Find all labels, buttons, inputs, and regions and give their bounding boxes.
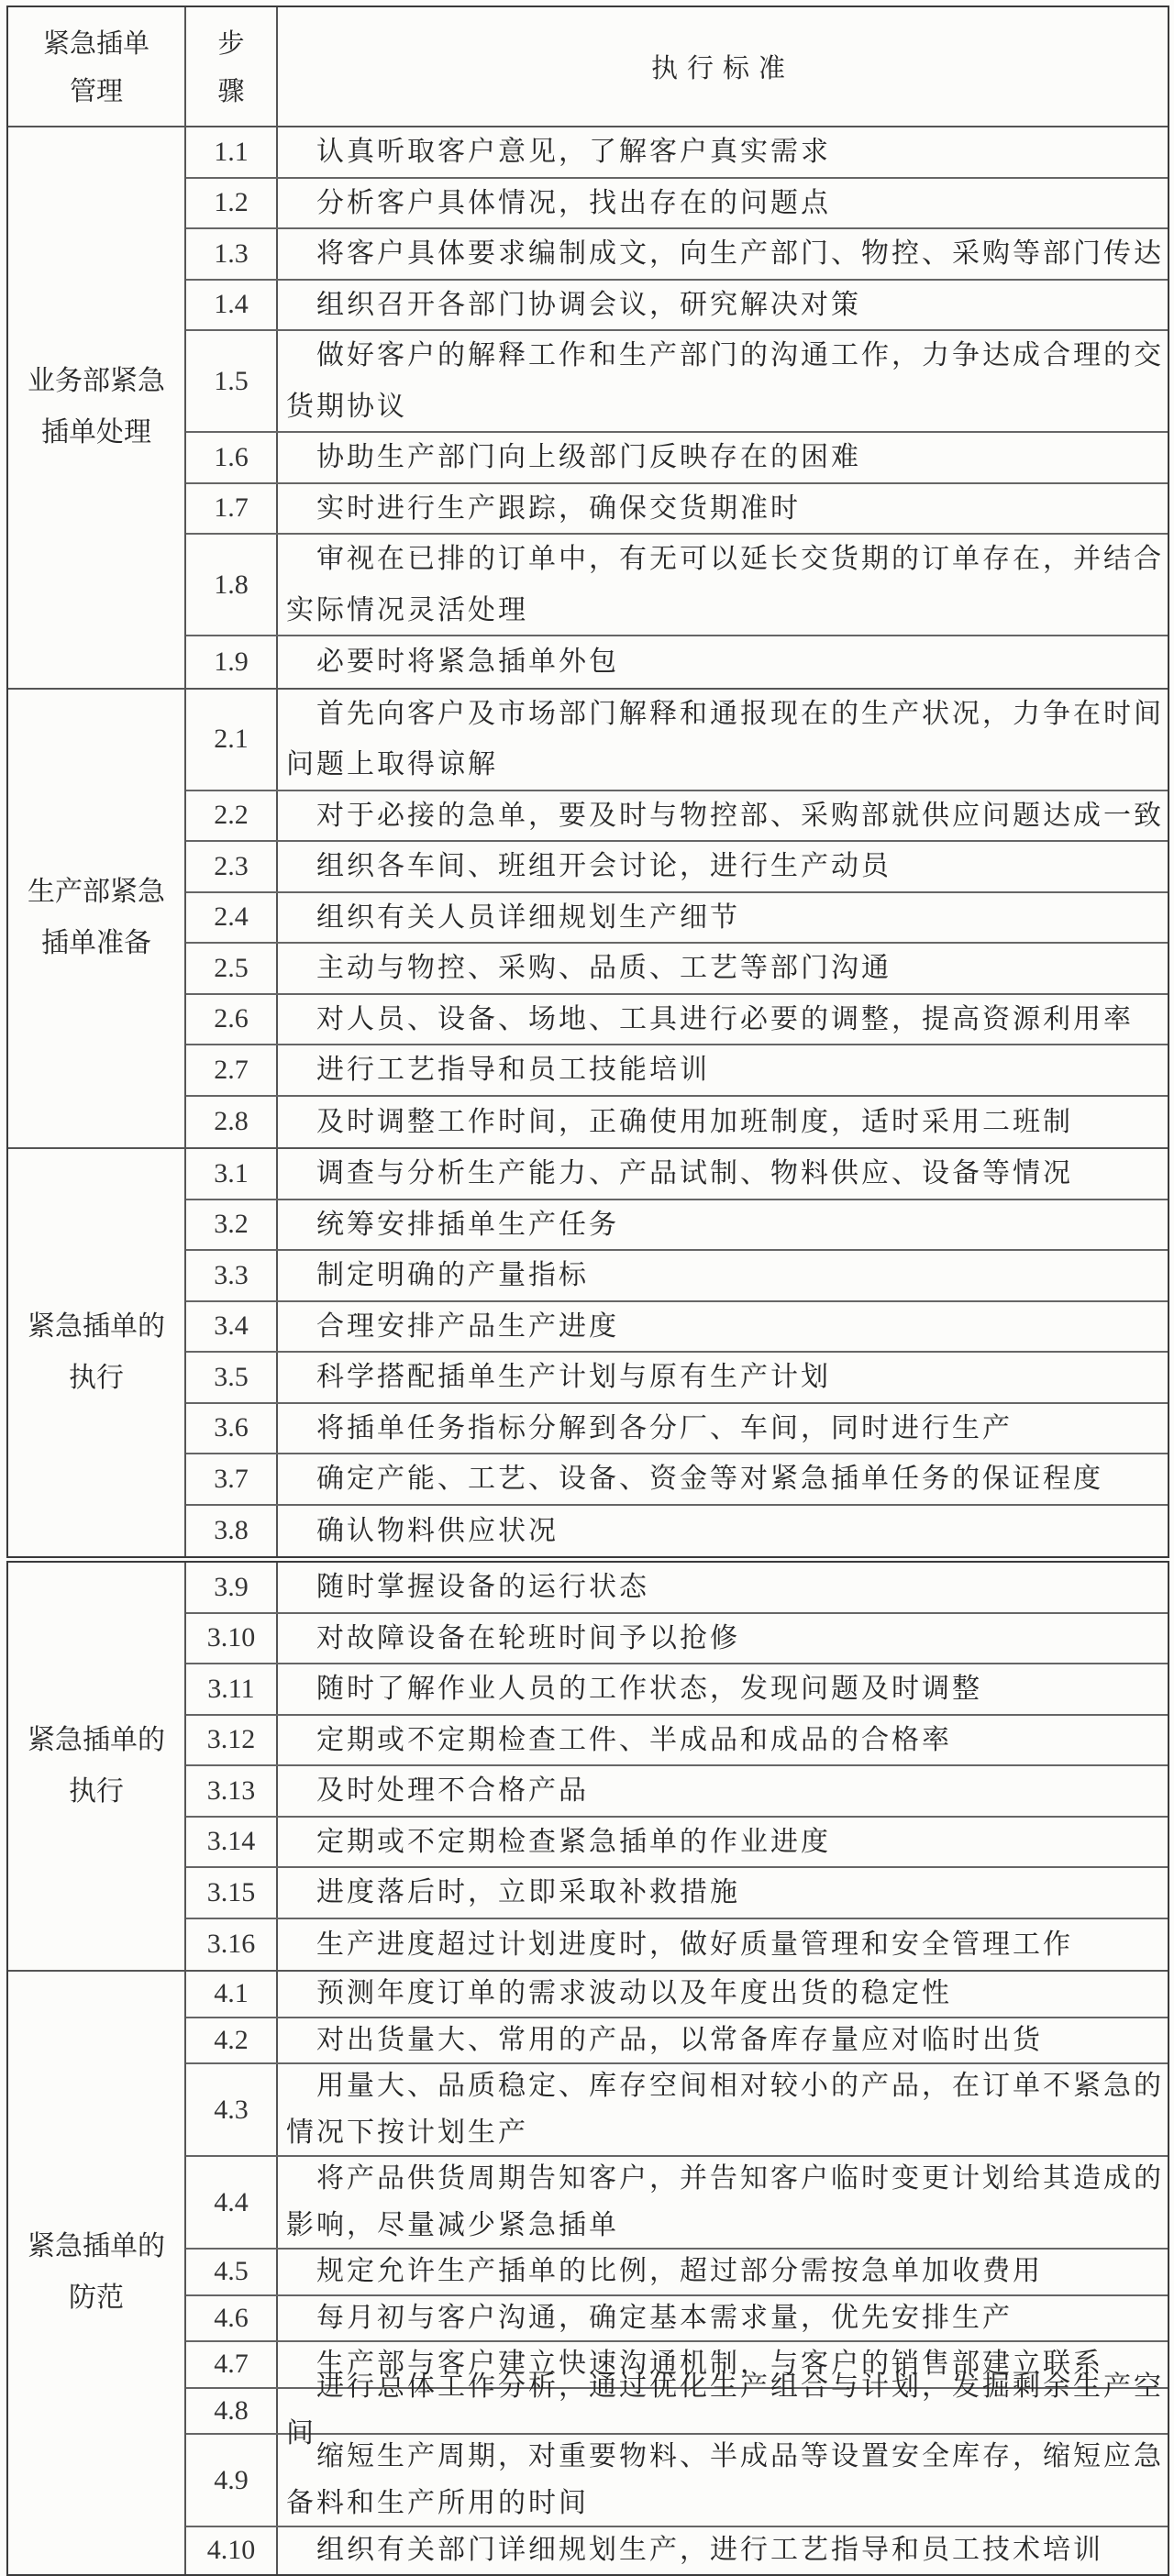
standard-text: 主动与物控、采购、品质、工艺等部门沟通 [316, 952, 892, 984]
group-label [8, 1149, 186, 1556]
table-row [186, 1454, 1168, 1506]
standard-cell [278, 2018, 1168, 2063]
group-rows [186, 690, 1168, 1148]
standard-text: 实时进行生产跟踪，确保交货期准时 [316, 492, 801, 525]
table-row [186, 1302, 1168, 1354]
standard-cell [278, 331, 1168, 431]
standard-text: 进行工艺指导和员工技能培训 [316, 1054, 710, 1086]
group-label-line: 防范 [69, 2282, 124, 2315]
standard-text: 首先向客户及市场部门解释和通报现在的生产状况，力争在时间问题上取得谅解 [286, 697, 1164, 780]
standard-cell [278, 1506, 1168, 1557]
table-row [186, 535, 1168, 636]
group-rows [186, 1563, 1168, 1970]
step-number: 2.7 [186, 1045, 278, 1095]
table-row [186, 1353, 1168, 1404]
standard-text: 组织各车间、班组开会讨论，进行生产动员 [316, 850, 892, 882]
standard-text: 科学搭配插单生产计划与原有生产计划 [316, 1361, 831, 1393]
table-row [186, 2157, 1168, 2250]
table-row [186, 1818, 1168, 1869]
table-row [186, 433, 1168, 484]
standard-text: 制定明确的产量指标 [316, 1259, 589, 1291]
table-row [186, 1251, 1168, 1302]
table-row [186, 690, 1168, 791]
standard-cell [278, 2296, 1168, 2341]
table-row [186, 1200, 1168, 1252]
step-number: 2.3 [186, 842, 278, 891]
group-label [8, 1972, 186, 2574]
table-row [186, 2527, 1168, 2574]
step-number: 3.9 [186, 1563, 278, 1612]
group [8, 127, 1168, 690]
standards-table-part-1 [6, 6, 1169, 1558]
table-row [186, 995, 1168, 1046]
step-number: 2.5 [186, 944, 278, 993]
standard-cell [278, 2064, 1168, 2155]
table-row [186, 893, 1168, 945]
step-number: 4.10 [186, 2527, 278, 2574]
standard-cell [278, 1454, 1168, 1504]
table-row [186, 484, 1168, 536]
standard-cell [278, 893, 1168, 943]
step-number: 3.14 [186, 1818, 278, 1867]
standard-text: 生产部与客户建立快速沟通机制，与客户的销售部建立联系 [316, 2348, 1103, 2380]
table-header [8, 7, 1168, 127]
step-number: 3.16 [186, 1919, 278, 1971]
group [8, 1972, 1168, 2574]
step-number: 1.3 [186, 229, 278, 279]
table-row [186, 944, 1168, 995]
table-row [186, 2064, 1168, 2157]
standard-cell [278, 1149, 1168, 1199]
step-number: 2.4 [186, 893, 278, 943]
standard-text: 将客户具体要求编制成文，向生产部门、物控、采购等部门传达 [316, 238, 1164, 270]
header-management [8, 7, 186, 126]
table-row [186, 1766, 1168, 1818]
standard-text: 预测年度订单的需求波动以及年度出货的稳定性 [316, 1977, 952, 2009]
group-rows [186, 1972, 1168, 2574]
step-number: 4.5 [186, 2250, 278, 2294]
step-number: 1.1 [186, 127, 278, 177]
table-row [186, 1972, 1168, 2018]
standard-cell [278, 1563, 1168, 1612]
standard-cell [278, 791, 1168, 841]
standard-cell [278, 433, 1168, 482]
step-number: 1.4 [186, 281, 278, 330]
standard-text: 统筹安排插单生产任务 [316, 1208, 619, 1241]
standard-text: 及时处理不合格产品 [316, 1774, 589, 1807]
standard-text: 认真听取客户意见，了解客户真实需求 [316, 136, 831, 168]
group-label-line: 插单准备 [41, 927, 151, 960]
group-label-line: 紧急插单的 [28, 2230, 165, 2263]
table-row [186, 1097, 1168, 1148]
group [8, 690, 1168, 1150]
step-number: 4.9 [186, 2435, 278, 2526]
standard-text: 随时了解作业人员的工作状态，发现问题及时调整 [316, 1673, 982, 1705]
standard-cell [278, 944, 1168, 993]
standard-cell [278, 1097, 1168, 1148]
standard-cell [278, 484, 1168, 534]
standard-cell [278, 1045, 1168, 1095]
group-label-line: 紧急插单的 [28, 1310, 165, 1343]
standard-cell [278, 535, 1168, 635]
step-number: 3.15 [186, 1868, 278, 1918]
standard-text: 定期或不定期检查紧急插单的作业进度 [316, 1825, 831, 1858]
standard-text: 对人员、设备、场地、工具进行必要的调整，提高资源利用率 [316, 1002, 1134, 1035]
standard-cell [278, 1766, 1168, 1816]
standard-text: 定期或不定期检查工件、半成品和成品的合格率 [316, 1723, 952, 1756]
standard-cell [278, 1919, 1168, 1971]
standard-text: 对出货量大、常用的产品，以常备库存量应对临时出货 [316, 2023, 1043, 2056]
step-number: 3.4 [186, 1302, 278, 1352]
group-label [8, 127, 186, 688]
table-row [186, 636, 1168, 688]
table-row [186, 1149, 1168, 1200]
standards-table-part-2 [6, 1561, 1169, 2576]
step-number: 1.5 [186, 331, 278, 431]
standard-text: 缩短生产周期，对重要物料、半成品等设置安全库存，缩短应急备料和生产所用的时间 [286, 2440, 1164, 2519]
table-row [186, 1045, 1168, 1097]
group-label-line: 插单处理 [41, 416, 151, 449]
standard-cell [278, 2527, 1168, 2574]
header-step-line1: 步 [217, 27, 245, 59]
standard-text: 审视在已排的订单中，有无可以延长交货期的订单存在，并结合实际情况灵活处理 [286, 543, 1164, 626]
step-number: 3.3 [186, 1251, 278, 1300]
standard-cell [278, 1664, 1168, 1714]
standard-cell [278, 229, 1168, 279]
standard-cell [278, 1404, 1168, 1454]
standard-cell [278, 2250, 1168, 2294]
step-number: 2.6 [186, 995, 278, 1045]
step-number: 3.2 [186, 1200, 278, 1250]
standard-text: 进度落后时，立即采取补救措施 [316, 1876, 740, 1908]
standard-text: 对于必接的急单，要及时与物控部、采购部就供应问题达成一致 [316, 799, 1164, 832]
standard-cell [278, 842, 1168, 891]
table-row [186, 1664, 1168, 1716]
group-label-line: 执行 [69, 1362, 124, 1394]
table-row [186, 331, 1168, 433]
standard-text: 组织召开各部门协调会议，研究解决对策 [316, 288, 861, 321]
standard-text: 组织有关人员详细规划生产细节 [316, 901, 740, 934]
table-row [186, 1919, 1168, 1971]
table-row [186, 791, 1168, 843]
group-label-line: 生产部紧急 [28, 876, 165, 909]
step-number: 4.7 [186, 2342, 278, 2387]
standard-cell [278, 636, 1168, 688]
step-number: 3.8 [186, 1506, 278, 1557]
standard-cell [278, 1868, 1168, 1918]
group-label-line: 执行 [69, 1775, 124, 1808]
standard-cell [278, 995, 1168, 1045]
step-number: 2.2 [186, 791, 278, 841]
step-number: 1.2 [186, 179, 278, 228]
table-row [186, 229, 1168, 281]
step-number: 3.6 [186, 1404, 278, 1454]
step-number: 3.13 [186, 1766, 278, 1816]
standard-text: 生产进度超过计划进度时，做好质量管理和安全管理工作 [316, 1928, 1073, 1961]
step-number: 4.4 [186, 2157, 278, 2248]
step-number: 3.5 [186, 1353, 278, 1402]
group-label-line: 业务部紧急 [28, 365, 165, 398]
step-number: 1.7 [186, 484, 278, 534]
step-number: 3.12 [186, 1716, 278, 1765]
header-standard: 执行标准 [650, 52, 794, 83]
step-number: 3.11 [186, 1664, 278, 1714]
standard-cell [278, 1302, 1168, 1352]
standard-text: 及时调整工作时间，正确使用加班制度，适时采用二班制 [316, 1105, 1073, 1138]
standard-text: 随时掌握设备的运行状态 [316, 1571, 649, 1603]
group-rows [186, 1149, 1168, 1556]
table-row [186, 179, 1168, 230]
table-row [186, 281, 1168, 332]
step-number: 4.8 [186, 2389, 278, 2434]
group [8, 1563, 1168, 1972]
step-number: 1.6 [186, 433, 278, 482]
table-row [186, 2435, 1168, 2527]
table-row [186, 2018, 1168, 2065]
table-body [8, 127, 1168, 1556]
standard-cell [278, 2157, 1168, 2248]
standard-text: 每月初与客户沟通，确定基本需求量，优先安排生产 [316, 2301, 1013, 2334]
standard-cell [278, 179, 1168, 228]
step-number: 2.8 [186, 1097, 278, 1148]
standard-cell [278, 281, 1168, 330]
standard-text: 确定产能、工艺、设备、资金等对紧急插单任务的保证程度 [316, 1463, 1103, 1495]
step-number: 3.7 [186, 1454, 278, 1504]
step-number: 2.1 [186, 690, 278, 790]
standard-text: 必要时将紧急插单外包 [316, 646, 619, 678]
table-row [186, 1868, 1168, 1919]
table-row [186, 1506, 1168, 1557]
standard-cell [278, 127, 1168, 177]
header-step [186, 7, 278, 126]
table-row [186, 2296, 1168, 2343]
step-number: 3.10 [186, 1614, 278, 1664]
table-row [186, 2250, 1168, 2296]
standard-text: 对故障设备在轮班时间予以抢修 [316, 1621, 740, 1654]
step-number: 4.6 [186, 2296, 278, 2341]
table-row [186, 1563, 1168, 1614]
standard-text: 组织有关部门详细规划生产，进行工艺指导和员工技术培训 [316, 2534, 1103, 2566]
table-row [186, 127, 1168, 179]
step-number: 4.3 [186, 2064, 278, 2155]
standard-text: 进行总体工作分析，通过优化生产组合与计划，发掘剩余生产空间 [286, 2371, 1164, 2449]
standard-text: 确认物料供应状况 [316, 1514, 559, 1547]
standard-text: 做好客户的解释工作和生产部门的沟通工作，力争达成合理的交货期协议 [286, 339, 1164, 423]
header-management-line1: 紧急插单 [42, 27, 150, 59]
table-row [186, 1614, 1168, 1665]
standard-text: 用量大、品质稳定、库存空间相对较小的产品，在订单不紧急的情况下按计划生产 [286, 2070, 1164, 2149]
standard-text: 将产品供货周期告知客户，并告知客户临时变更计划给其造成的影响，尽量减少紧急插单 [286, 2162, 1164, 2241]
table-row [186, 1404, 1168, 1455]
standard-cell [278, 2435, 1168, 2526]
standard-text: 合理安排产品生产进度 [316, 1310, 619, 1343]
table-row [186, 1716, 1168, 1767]
standard-cell [278, 690, 1168, 790]
header-step-line2: 骤 [217, 74, 245, 106]
group-label-line: 紧急插单的 [28, 1724, 165, 1756]
standard-cell [278, 1614, 1168, 1664]
standard-cell [278, 1972, 1168, 2017]
standard-cell [278, 1353, 1168, 1402]
header-management-line2: 管理 [69, 74, 123, 106]
table-row [186, 842, 1168, 893]
step-number: 4.2 [186, 2018, 278, 2063]
step-number: 4.1 [186, 1972, 278, 2017]
standard-text: 将插单任务指标分解到各分厂、车间，同时进行生产 [316, 1411, 1013, 1444]
table-body [8, 1563, 1168, 2574]
group-label [8, 1563, 186, 1970]
standard-cell [278, 1818, 1168, 1867]
step-number: 1.8 [186, 535, 278, 635]
group-rows [186, 127, 1168, 688]
step-number: 3.1 [186, 1149, 278, 1199]
group-label [8, 690, 186, 1148]
standard-text: 协助生产部门向上级部门反映存在的困难 [316, 441, 861, 473]
standard-cell [278, 1716, 1168, 1765]
table-row [186, 2371, 1168, 2449]
step-number: 1.9 [186, 636, 278, 688]
standard-text: 调查与分析生产能力、产品试制、物料供应、设备等情况 [316, 1157, 1073, 1189]
standard-text: 分析客户具体情况，找出存在的问题点 [316, 186, 831, 219]
group [8, 1149, 1168, 1556]
standard-cell [278, 1251, 1168, 1300]
standard-cell [278, 1200, 1168, 1250]
standard-cell [278, 2371, 1168, 2449]
standard-text: 规定允许生产插单的比例，超过部分需按急单加收费用 [316, 2255, 1043, 2287]
